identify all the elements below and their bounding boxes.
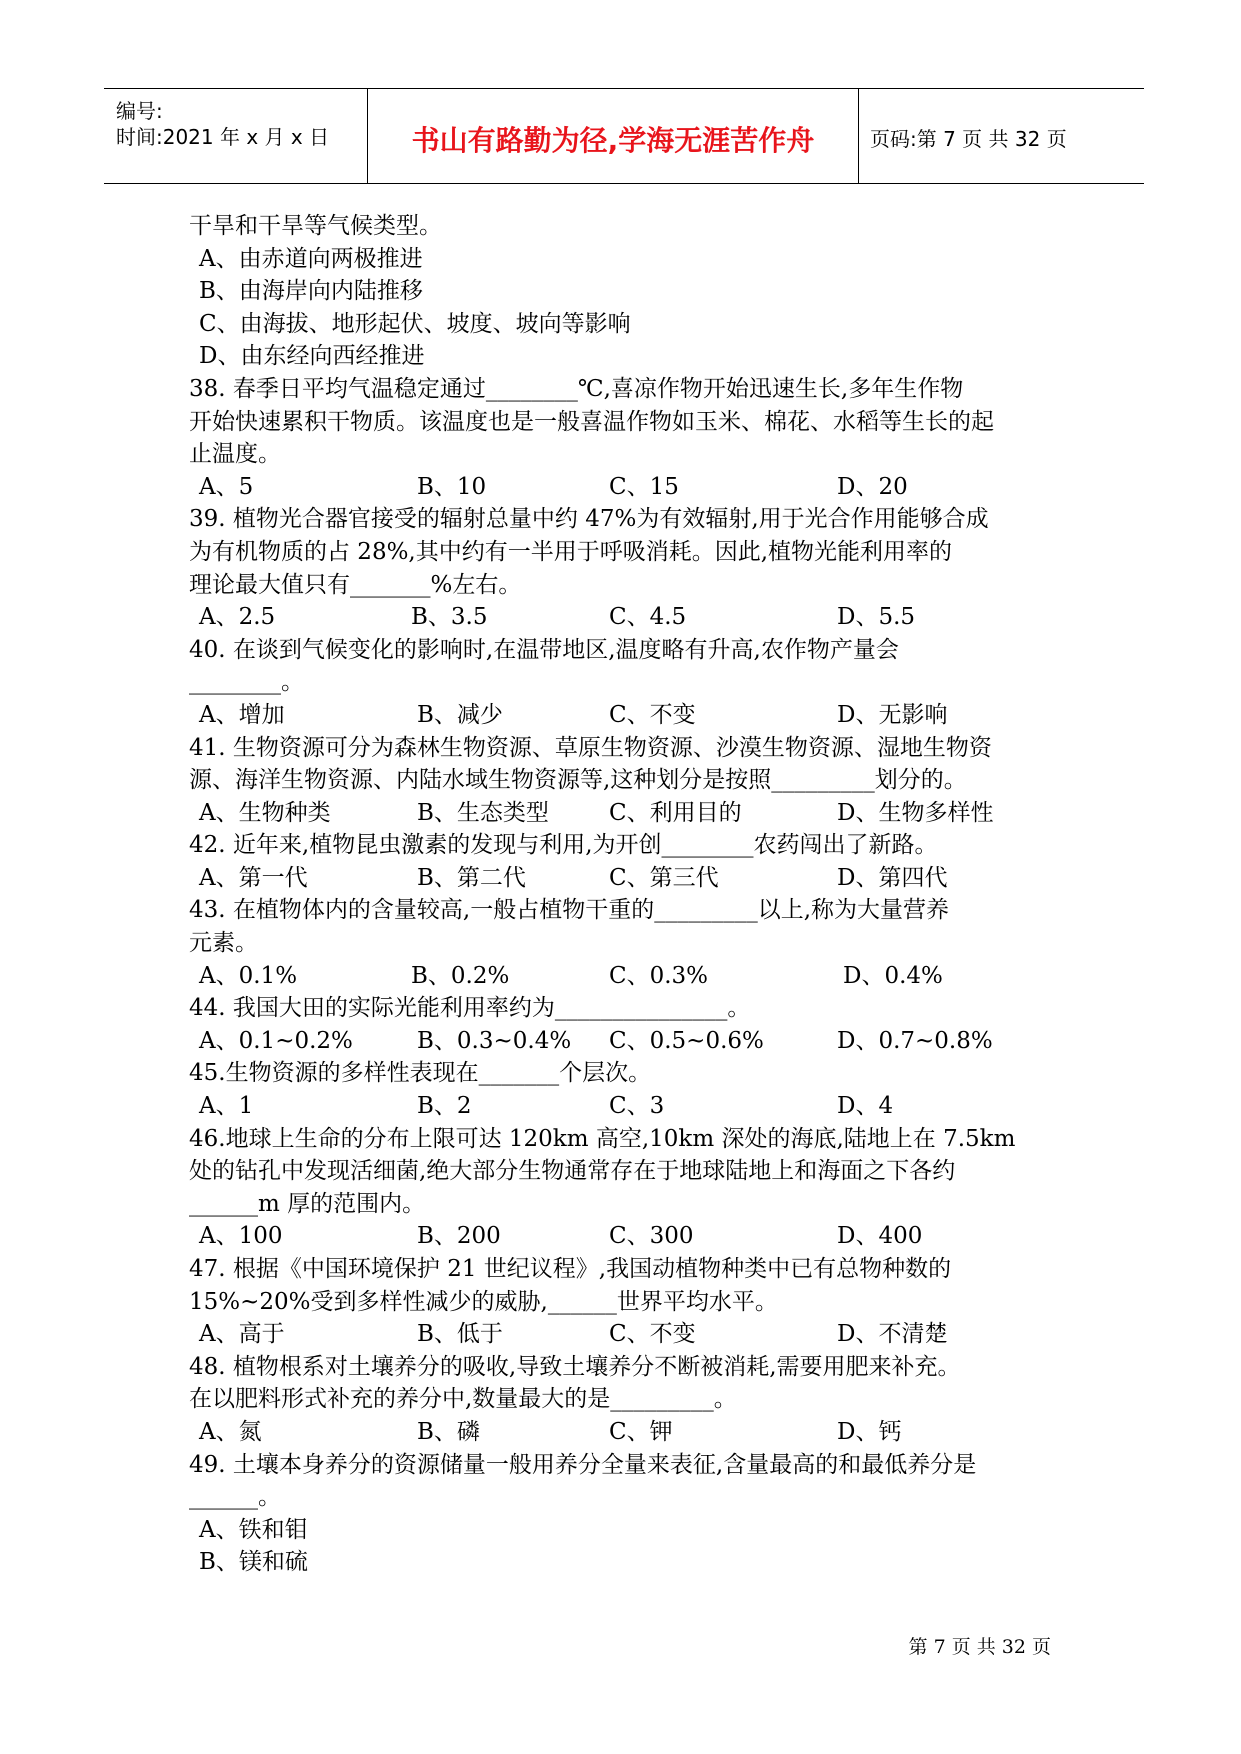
text-line: 源、海洋生物资源、内陆水域生物资源等,这种划分是按照_________划分的。 — [189, 767, 967, 794]
option-b: B、低于 — [417, 1321, 503, 1348]
text-line: 元素。 — [189, 930, 258, 957]
options-row-40 — [189, 699, 1069, 732]
options-row-43 — [189, 960, 1069, 993]
option-d: D、生物多样性 — [837, 799, 994, 826]
options-row-41 — [189, 797, 1069, 830]
header-motto-cell — [368, 89, 859, 183]
text-line: ________。 — [189, 669, 304, 696]
text-line: 止温度。 — [189, 441, 281, 468]
options-row-42 — [189, 862, 1069, 895]
header-info-cell — [104, 89, 368, 183]
option-c: C、第三代 — [609, 864, 719, 891]
text-line: 处的钻孔中发现活细菌,绝大部分生物通常存在于地球陆地上和海面之下各约 — [189, 1158, 956, 1185]
question-47: 47. 根据《中国环境保护 21 世纪议程》,我国动植物种类中已有总物种数的 — [189, 1256, 952, 1282]
option-c: C、不变 — [609, 1321, 696, 1348]
question-40: 40. 在谈到气候变化的影响时,在温带地区,温度略有升高,农作物产量会 — [189, 636, 899, 663]
option-a: A、生物种类 — [199, 799, 331, 826]
option-d: D、第四代 — [837, 864, 948, 891]
option-a: A、5 — [199, 473, 254, 500]
question-39: 39. 植物光合器官接受的辐射总量中约 47%为有效辐射,用于光合作用能够合成 — [189, 506, 989, 533]
option-d: D、400 — [837, 1223, 923, 1250]
option-a: A、增加 — [199, 701, 285, 728]
header-motto: 书山有路勤为径,学海无涯苦作舟 — [411, 124, 815, 157]
option-b: B、第二代 — [417, 864, 526, 891]
options-row-44 — [189, 1025, 1069, 1058]
question-38: 38. 春季日平均气温稳定通过________℃,喜凉作物开始迅速生长,多年生作物 — [189, 375, 964, 402]
option-b: B、3.5 — [411, 604, 488, 631]
text-line: 为有机物质的占 28%,其中约有一半用于呼吸消耗。因此,植物光能利用率的 — [189, 538, 953, 565]
text-line: ______。 — [189, 1484, 281, 1511]
page-footer: 第 7 页 共 32 页 — [908, 1636, 1051, 1658]
document-time-label: 时间:2021 年 x 月 x 日 — [116, 125, 330, 149]
option-a: A、0.1% — [199, 962, 298, 989]
option-b: B、磷 — [417, 1418, 480, 1445]
option-c: C、0.5~0.6% — [609, 1027, 764, 1054]
option-d: D、5.5 — [837, 604, 916, 631]
text-line: 15%~20%受到多样性减少的威胁,______世界平均水平。 — [189, 1288, 778, 1315]
option-a: A、第一代 — [199, 864, 308, 891]
option-d: D、钙 — [837, 1418, 902, 1445]
option-c: C、4.5 — [609, 604, 687, 631]
option-b: B、200 — [417, 1223, 501, 1250]
text-line: ______m 厚的范围内。 — [189, 1190, 426, 1217]
question-41: 41. 生物资源可分为森林生物资源、草原生物资源、沙漠生物资源、湿地生物资 — [189, 734, 992, 761]
option-a: A、氮 — [199, 1418, 262, 1445]
option-c: C、利用目的 — [609, 799, 742, 826]
option-b: B、减少 — [417, 701, 503, 728]
options-row-47 — [189, 1318, 1069, 1351]
option-c: C、300 — [609, 1223, 694, 1250]
options-row-39 — [189, 601, 1069, 634]
option-d: D、0.4% — [843, 962, 943, 989]
option-a: A、1 — [199, 1093, 254, 1120]
option-line: B、由海岸向内陆推移 — [199, 278, 423, 305]
options-row-45 — [189, 1090, 1069, 1123]
question-44: 44. 我国大田的实际光能利用率约为_______________。 — [189, 995, 751, 1022]
option-d: D、0.7~0.8% — [837, 1027, 993, 1054]
option-a: A、2.5 — [199, 604, 276, 631]
header-page-cell — [860, 89, 1144, 183]
option-d: D、20 — [837, 473, 908, 500]
option-a: A、100 — [199, 1223, 283, 1250]
option-b: B、10 — [417, 473, 487, 500]
option-d: D、无影响 — [837, 701, 948, 728]
option-line: A、铁和钼 — [199, 1516, 308, 1543]
option-a: A、0.1~0.2% — [199, 1027, 353, 1054]
header-page-number: 页码:第 7 页 共 32 页 — [870, 127, 1067, 151]
option-c: C、不变 — [609, 701, 696, 728]
text-line: 在以肥料形式补充的养分中,数量最大的是_________。 — [189, 1386, 737, 1413]
option-d: D、4 — [837, 1093, 894, 1120]
option-b: B、2 — [417, 1093, 472, 1120]
options-row-38 — [189, 471, 1069, 504]
option-line: B、镁和硫 — [199, 1549, 308, 1576]
option-b: B、生态类型 — [417, 799, 549, 826]
option-a: A、高于 — [199, 1321, 285, 1348]
option-c: C、0.3% — [609, 962, 709, 989]
option-c: C、钾 — [609, 1418, 673, 1445]
option-c: C、15 — [609, 473, 679, 500]
header-table — [104, 88, 1144, 184]
question-43: 43. 在植物体内的含量较高,一般占植物干重的_________以上,称为大量营养 — [189, 897, 950, 924]
text-line: 理论最大值只有_______%左右。 — [189, 571, 522, 598]
options-row-48 — [189, 1416, 1069, 1449]
document-number-label: 编号: — [116, 99, 163, 123]
option-line: D、由东经向西经推进 — [199, 343, 425, 370]
document-body — [189, 210, 1069, 1579]
question-49: 49. 土壤本身养分的资源储量一般用养分全量来表征,含量最高的和最低养分是 — [189, 1451, 977, 1478]
options-row-46 — [189, 1220, 1069, 1253]
option-b: B、0.2% — [411, 962, 510, 989]
option-c: C、3 — [609, 1093, 665, 1120]
question-46: 46.地球上生命的分布上限可达 120km 高空,10km 深处的海底,陆地上在 7.5km — [189, 1125, 1016, 1152]
question-42: 42. 近年来,植物昆虫激素的发现与利用,为开创________农药闯出了新路。 — [189, 832, 938, 859]
question-48: 48. 植物根系对土壤养分的吸收,导致土壤养分不断被消耗,需要用肥来补充。 — [189, 1353, 961, 1380]
option-d: D、不清楚 — [837, 1321, 948, 1348]
option-line: C、由海拔、地形起伏、坡度、坡向等影响 — [199, 310, 631, 337]
text-line: 开始快速累积干物质。该温度也是一般喜温作物如玉米、棉花、水稻等生长的起 — [189, 408, 994, 435]
option-b: B、0.3~0.4% — [417, 1027, 572, 1054]
question-45: 45.生物资源的多样性表现在_______个层次。 — [189, 1060, 652, 1087]
text-line: 干旱和干旱等气候类型。 — [189, 213, 442, 239]
option-line: A、由赤道向两极推进 — [199, 245, 423, 272]
